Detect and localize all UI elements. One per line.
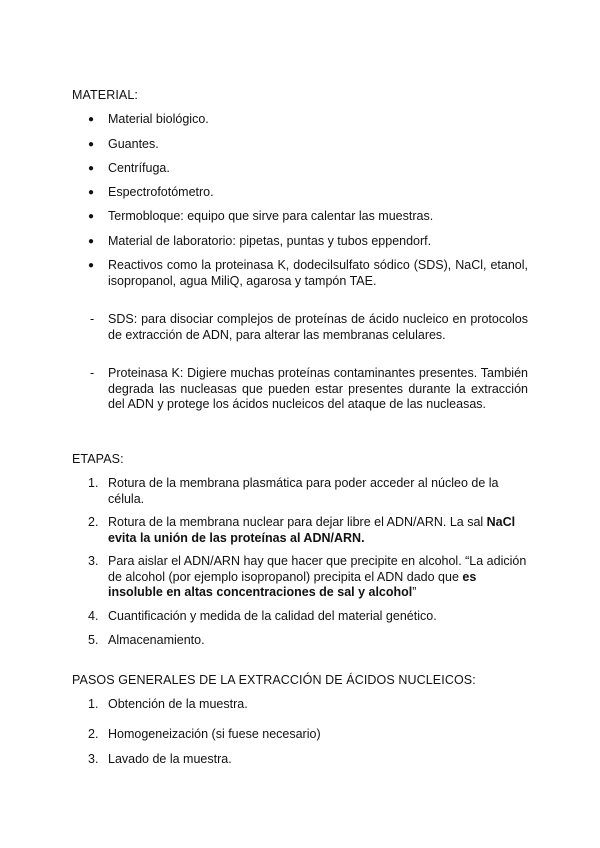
etapas-heading: ETAPAS: [72, 452, 124, 466]
etapa-item-3 [108, 554, 528, 601]
etapa-item-2-text: Rotura de la membrana nuclear para dejar libre el ADN/ARN. La sal [108, 515, 487, 529]
material-item-6: Material de laboratorio: pipetas, puntas y tubos eppendorf. [108, 234, 432, 248]
pasos-heading: PASOS GENERALES DE LA EXTRACCIÓN DE ÁCIDOS NUCLEICOS: [72, 673, 476, 687]
etapa-item-5: Almacenamiento. [108, 633, 205, 647]
material-item-5: Termobloque: equipo que sirve para calentar las muestras. [108, 209, 434, 223]
etapa-item-3-text: Para aislar el ADN/ARN hay que hacer que precipite en alcohol. “La adición de alcohol (por ejemplo isopropanol) precipita el ADN dado que [108, 554, 527, 584]
bullet-icon: ● [88, 187, 95, 198]
bullet-icon: ● [88, 114, 95, 125]
etapa-item-3-bold: es insoluble en altas concentraciones de sal y alcohol [108, 569, 477, 599]
etapa-item-2-bold: NaCl evita la unión de las proteínas al ADN/ARN. [108, 515, 516, 545]
bullet-icon: ● [88, 163, 95, 174]
etapa-item-1: Rotura de la membrana plasmática para poder acceder al núcleo de la célula. [108, 476, 499, 506]
list-number: 2. [88, 727, 99, 741]
bullet-icon: ● [88, 260, 95, 271]
etapa-item-3-after: ” [412, 585, 417, 599]
list-number: 1. [88, 476, 99, 490]
list-number: 4. [88, 609, 99, 623]
bullet-icon: ● [88, 211, 95, 222]
material-heading: MATERIAL: [72, 88, 138, 102]
list-number: 5. [88, 633, 99, 647]
paso-item-1: Obtención de la muestra. [108, 697, 248, 711]
material-item-7: Reactivos como la proteinasa K, dodecilsulfato sódico (SDS), NaCl, etanol, isopropanol, agua MiliQ, agarosa y tampón TAE. [108, 258, 528, 288]
paso-item-2: Homogeneización (si fuese necesario) [108, 727, 321, 741]
material-item-1: Material biológico. [108, 112, 209, 126]
list-number: 2. [88, 515, 99, 529]
dash-marker: - [90, 312, 95, 326]
list-number: 3. [88, 752, 99, 766]
bullet-icon: ● [88, 139, 95, 150]
list-number: 1. [88, 697, 99, 711]
dash-marker: - [90, 366, 95, 380]
list-number: 3. [88, 554, 99, 568]
etapa-item-2 [108, 515, 528, 546]
note-proteinasa-k: Proteinasa K: Digiere muchas proteínas contaminantes presentes. También degrada las nucleasas que pueden estar presentes durante la extracción del ADN y protege los ácidos nucleicos del ataque de las nucleasas. [108, 366, 528, 411]
note-sds: SDS: para disociar complejos de proteínas de ácido nucleico en protocolos de extracción de ADN, para alterar las membranas celulares. [108, 312, 528, 342]
bullet-icon: ● [88, 236, 95, 247]
material-item-4: Espectrofotómetro. [108, 185, 214, 199]
material-item-3: Centrífuga. [108, 161, 170, 175]
etapa-item-4: Cuantificación y medida de la calidad del material genético. [108, 609, 437, 623]
material-item-2: Guantes. [108, 137, 159, 151]
paso-item-3: Lavado de la muestra. [108, 752, 232, 766]
